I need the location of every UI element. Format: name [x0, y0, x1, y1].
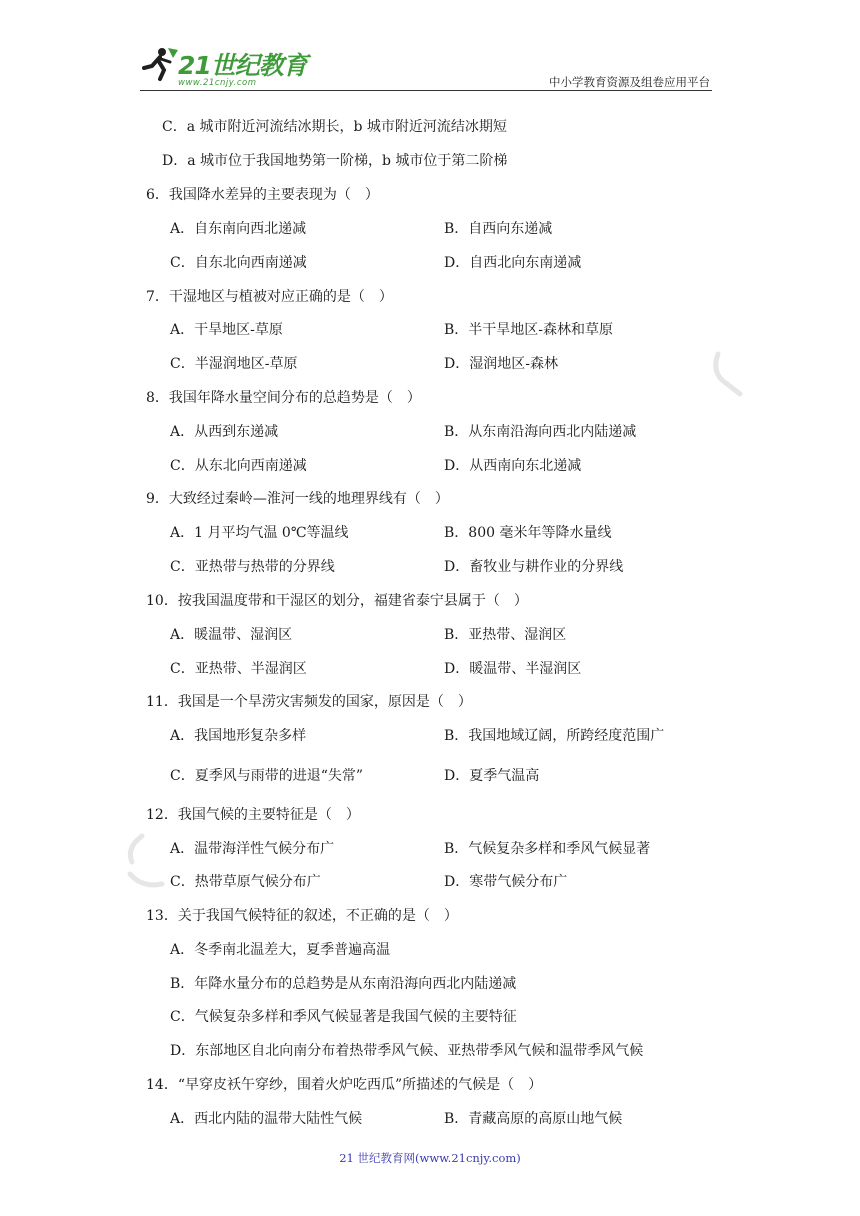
option-12c: C．热带草原气候分布广 [170, 874, 321, 890]
option-13b: B．年降水量分布的总趋势是从东南沿海向西北内陆递减 [170, 976, 517, 992]
option-9b: B．800 毫米年等降水量线 [444, 525, 612, 541]
logo-text: 21世纪教育 [178, 51, 307, 80]
question-13: 13．关于我国气候特征的叙述，不正确的是（ ） [146, 908, 458, 924]
runner-logo-icon [140, 46, 180, 82]
question-10: 10．按我国温度带和干湿区的划分，福建省泰宁县属于（ ） [146, 593, 528, 609]
question-6: 6．我国降水差异的主要表现为（ ） [146, 187, 379, 203]
option-6c: C．自东北向西南递减 [170, 255, 307, 271]
option-10a: A．暖温带、湿润区 [170, 627, 293, 643]
option-9a: A．1 月平均气温 0℃等温线 [170, 525, 349, 541]
option-8c: C．从东北向西南递减 [170, 458, 307, 474]
option-8a: A．从西到东递减 [170, 424, 279, 440]
option-13d: D．东部地区自北向南分布着热带季风气候、亚热带季风气候和温带季风气候 [170, 1043, 644, 1059]
page-header [140, 40, 712, 91]
option-11d: D．夏季气温高 [444, 768, 540, 784]
option-6b: B．自西向东递减 [444, 221, 553, 237]
watermark-mark-right [710, 350, 750, 400]
question-12: 12．我国气候的主要特征是（ ） [146, 807, 360, 823]
option-11c: C．夏季风与雨带的进退“失常” [170, 768, 364, 784]
option-7c: C．半湿润地区-草原 [170, 356, 298, 372]
option-6d: D．自西北向东南递减 [444, 255, 582, 271]
question-7: 7．干湿地区与植被对应正确的是（ ） [146, 289, 393, 305]
option-12b: B．气候复杂多样和季风气候显著 [444, 841, 651, 857]
option-7a: A．干旱地区-草原 [170, 322, 283, 338]
option-14a: A．西北内陆的温带大陆性气候 [170, 1111, 363, 1127]
option-10d: D．暖温带、半湿润区 [444, 661, 582, 677]
option-11b: B．我国地域辽阔，所跨经度范围广 [444, 728, 665, 744]
option-9d: D．畜牧业与耕作业的分界线 [444, 559, 624, 575]
question-9: 9．大致经过秦岭—淮河一线的地理界线有（ ） [146, 491, 449, 507]
option-11a: A．我国地形复杂多样 [170, 728, 307, 744]
option-13c: C．气候复杂多样和季风气候显著是我国气候的主要特征 [170, 1009, 517, 1025]
option-10b: B．亚热带、湿润区 [444, 627, 567, 643]
platform-name: 中小学教育资源及组卷应用平台 [549, 75, 710, 89]
logo [140, 44, 330, 88]
option-7d: D．湿润地区-森林 [444, 356, 558, 372]
option-5d: D．a 城市位于我国地势第一阶梯，b 城市位于第二阶梯 [162, 153, 508, 169]
option-8b: B．从东南沿海向西北内陆递减 [444, 424, 637, 440]
option-5c: C．a 城市附近河流结冰期长，b 城市附近河流结冰期短 [162, 119, 507, 135]
option-6a: A．自东南向西北递减 [170, 221, 307, 237]
option-13a: A．冬季南北温差大，夏季普遍高温 [170, 942, 391, 958]
watermark-mark-left [122, 832, 172, 892]
question-8: 8．我国年降水量空间分布的总趋势是（ ） [146, 390, 421, 406]
page-footer: 21 世纪教育网(www.21cnjy.com) [339, 1151, 521, 1165]
question-11: 11．我国是一个旱涝灾害频发的国家，原因是（ ） [146, 694, 472, 710]
option-8d: D．从西南向东北递减 [444, 458, 582, 474]
option-10c: C．亚热带、半湿润区 [170, 661, 307, 677]
option-12d: D．寒带气候分布广 [444, 874, 568, 890]
option-12a: A．温带海洋性气候分布广 [170, 841, 335, 857]
logo-url: www.21cnjy.com [178, 78, 257, 88]
option-14b: B．青藏高原的高原山地气候 [444, 1111, 623, 1127]
option-9c: C．亚热带与热带的分界线 [170, 559, 335, 575]
option-7b: B．半干旱地区-森林和草原 [444, 322, 614, 338]
question-14: 14．“早穿皮袄午穿纱，围着火炉吃西瓜”所描述的气候是（ ） [146, 1077, 543, 1093]
